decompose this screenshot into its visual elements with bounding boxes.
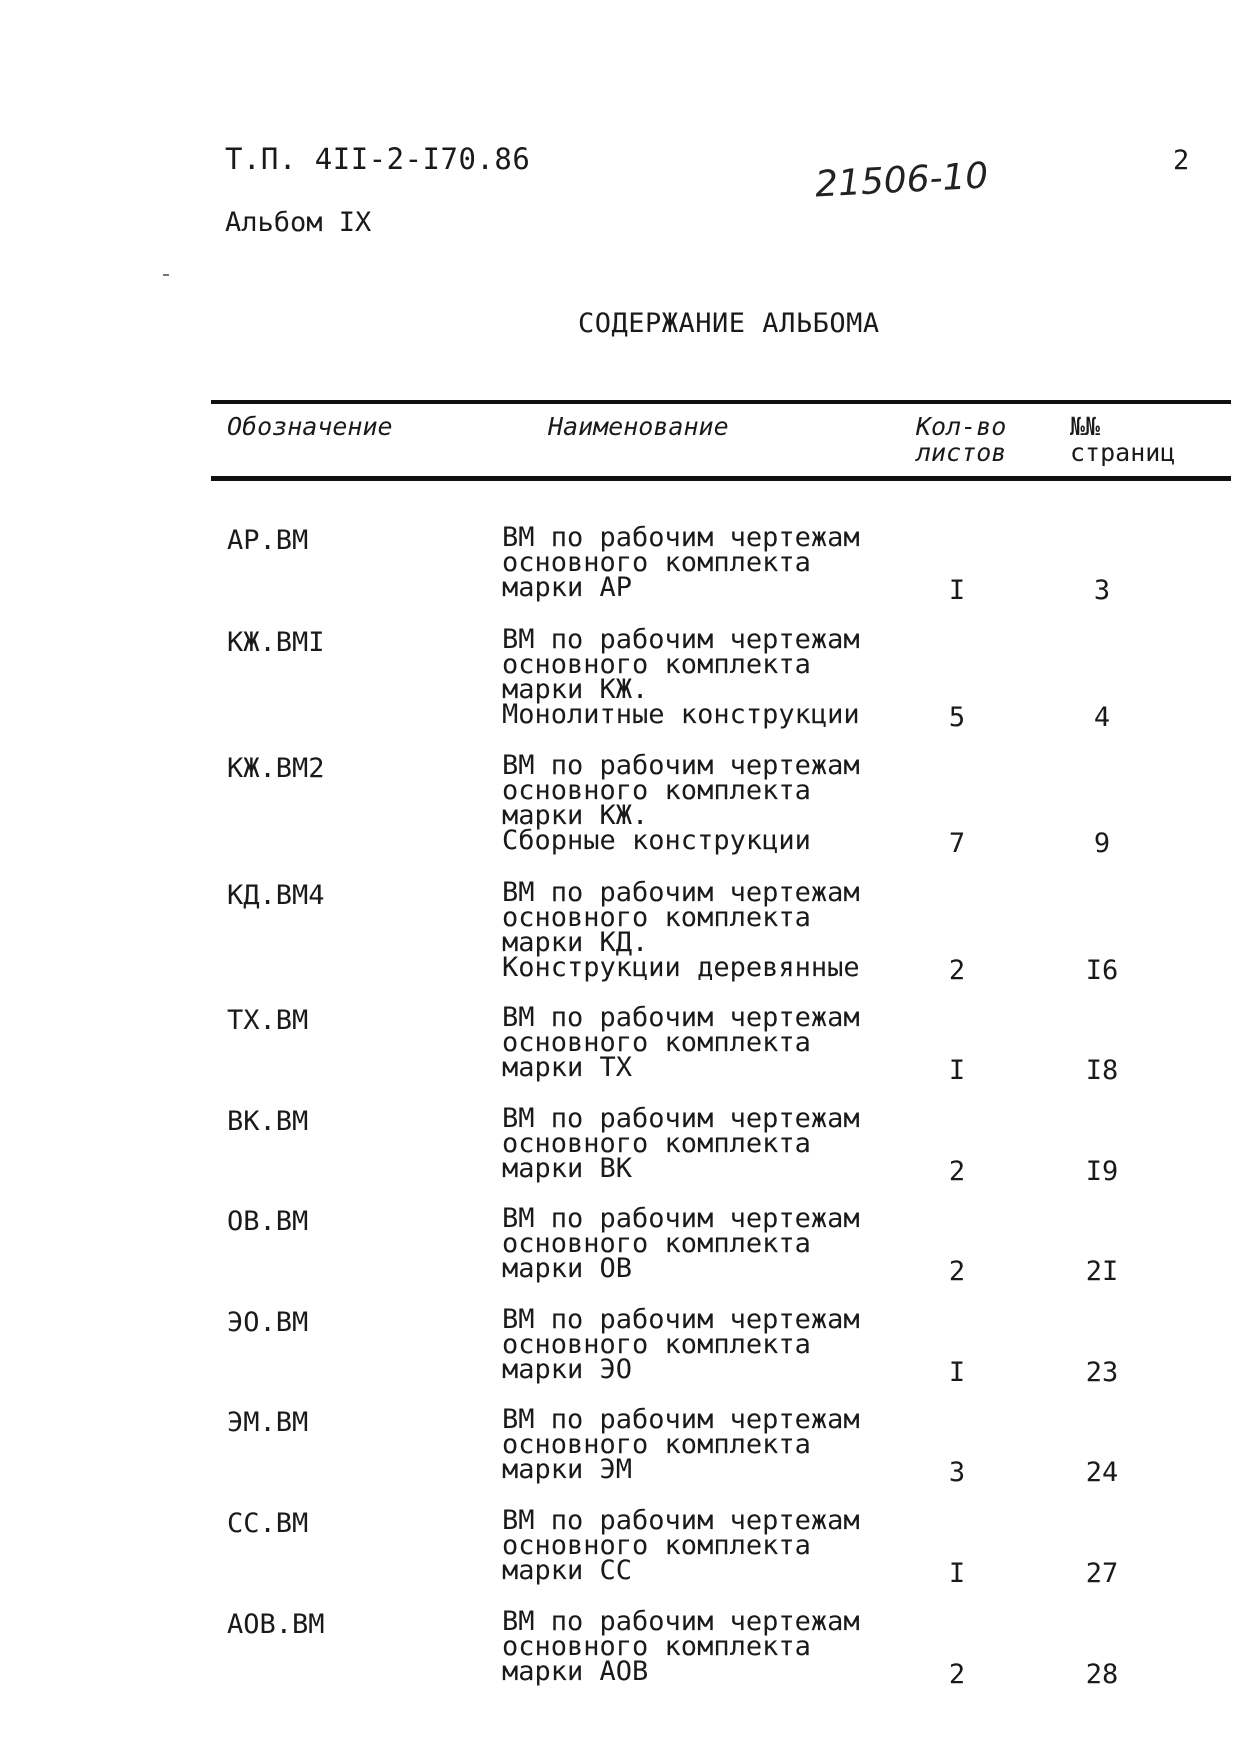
page-number: 2 [1173,145,1190,176]
row-page: 28 [1085,1659,1119,1690]
row-code: ЭО.ВМ [227,1307,309,1338]
row-code: ТХ.ВМ [227,1005,309,1036]
row-name-line: ВМ по рабочим чертежам [502,750,860,781]
row-name-line: основного комплекта [502,1530,811,1561]
row-name-line: основного комплекта [502,1228,811,1259]
row-code: АР.ВМ [227,525,309,556]
row-name-line: Монолитные конструкции [502,699,860,730]
document-code: Т.П. 4II-2-I70.86 [225,142,531,176]
row-name-line: ВМ по рабочим чертежам [502,1203,860,1234]
row-code: КЖ.ВМ2 [227,753,325,784]
row-name-line: ВМ по рабочим чертежам [502,1505,860,1536]
row-page: 23 [1085,1357,1119,1388]
row-name [502,1103,860,1184]
row-name-line: марки ВК [502,1153,633,1184]
row-page: 24 [1085,1457,1119,1488]
row-name-line: основного комплекта [502,649,811,680]
row-name [502,1505,860,1586]
column-header-pages-line2: страниц [1070,438,1176,467]
row-sheets: 3 [948,1457,966,1488]
row-page: 9 [1093,828,1111,859]
row-page: 4 [1093,702,1111,733]
row-name-line: основного комплекта [502,1429,811,1460]
row-name-line: ВМ по рабочим чертежам [502,1606,860,1637]
row-sheets: I [948,1055,966,1086]
row-name-line: марки ЭМ [502,1454,633,1485]
row-code: АОВ.ВМ [227,1609,325,1640]
table-top-rule [211,400,1231,404]
column-header-sheets [916,414,1006,466]
row-page: I6 [1085,955,1119,986]
row-page: 3 [1093,575,1111,606]
row-name [502,522,860,603]
row-page: I9 [1085,1156,1119,1187]
row-name-line: основного комплекта [502,1027,811,1058]
row-name-line: основного комплекта [502,547,811,578]
row-name-line: Сборные конструкции [502,825,811,856]
row-name [502,750,860,856]
row-code: КЖ.ВМI [227,627,325,658]
row-name [502,1606,860,1687]
row-page: 2I [1085,1256,1119,1287]
row-name-line: ВМ по рабочим чертежам [502,877,860,908]
row-name-line: основного комплекта [502,1631,811,1662]
column-header-code: Обозначение [227,412,393,441]
row-name-line: ВМ по рабочим чертежам [502,1002,860,1033]
column-header-sheets-line1: Кол-во [916,412,1007,441]
row-name-line: Конструкции деревянные [502,952,860,983]
column-header-pages [1070,414,1175,466]
row-name-line: марки АОВ [502,1656,649,1687]
row-name [502,624,860,730]
row-name-line: марки КЖ. [502,800,649,831]
row-name-line: ВМ по рабочим чертежам [502,1103,860,1134]
row-name-line: ВМ по рабочим чертежам [502,522,860,553]
row-name-line: основного комплекта [502,775,811,806]
row-name-line: марки СС [502,1555,633,1586]
row-sheets: 2 [948,1256,966,1287]
page-title: СОДЕРЖАНИЕ АЛЬБОМА [578,308,880,339]
row-sheets: 7 [948,828,966,859]
row-sheets: I [948,1558,966,1589]
column-header-sheets-line2: листов [916,438,1007,467]
row-sheets: I [948,575,966,606]
row-name-line: марки ЭО [502,1354,633,1385]
row-name-line: ВМ по рабочим чертежам [502,624,860,655]
row-sheets: 2 [948,1156,966,1187]
column-header-name: Наименование [548,412,729,441]
row-sheets: 5 [948,702,966,733]
row-name [502,1304,860,1385]
row-name-line: ВМ по рабочим чертежам [502,1404,860,1435]
table-header-rule [211,476,1231,481]
row-name [502,1002,860,1083]
row-code: ЭМ.ВМ [227,1407,309,1438]
row-code: СС.ВМ [227,1508,309,1539]
scan-speck [163,274,169,276]
row-name [502,1203,860,1284]
handwritten-number: 21506-10 [814,155,990,206]
row-name-line: марки ТХ [502,1052,633,1083]
row-name-line: основного комплекта [502,902,811,933]
row-name-line: основного комплекта [502,1329,811,1360]
album-label: Альбом IX [225,207,372,238]
row-code: ОВ.ВМ [227,1206,309,1237]
row-page: I8 [1085,1055,1119,1086]
row-code: ВК.ВМ [227,1106,309,1137]
column-header-pages-line1: №№ [1070,412,1101,441]
row-page: 27 [1085,1558,1119,1589]
row-sheets: 2 [948,1659,966,1690]
row-sheets: I [948,1357,966,1388]
row-sheets: 2 [948,955,966,986]
row-name [502,1404,860,1485]
row-name-line: основного комплекта [502,1128,811,1159]
row-name-line: марки АР [502,572,633,603]
row-code: КД.ВМ4 [227,880,325,911]
row-name [502,877,860,983]
row-name-line: марки ОВ [502,1253,633,1284]
row-name-line: марки КЖ. [502,674,649,705]
row-name-line: ВМ по рабочим чертежам [502,1304,860,1335]
row-name-line: марки КД. [502,927,649,958]
